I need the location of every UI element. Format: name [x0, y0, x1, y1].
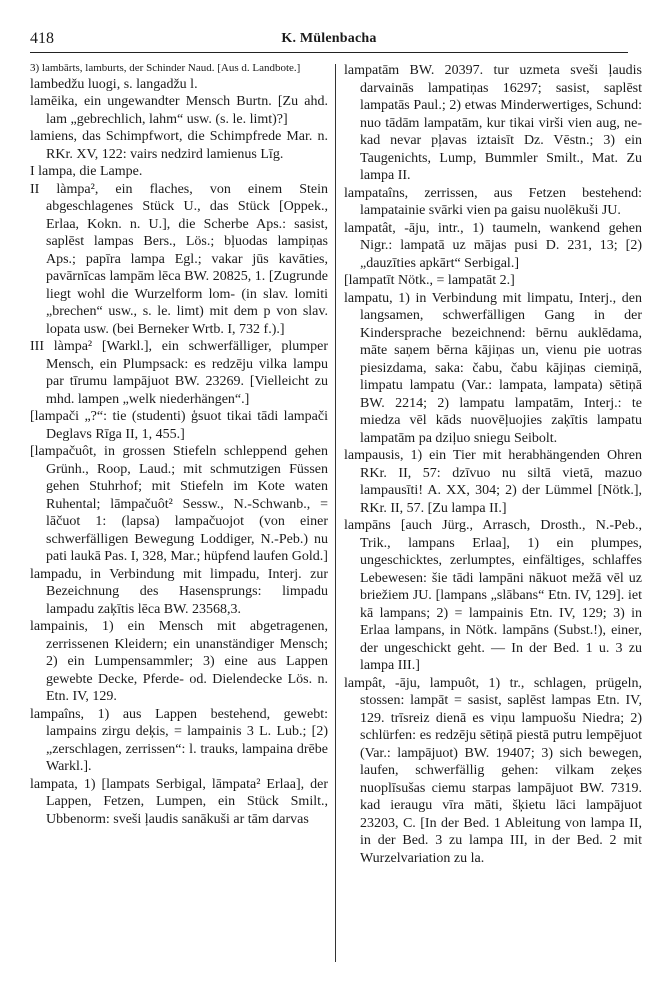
dictionary-entry: [lampači „?“: tie (studenti) ģsuot tikai tādi lampači Deglavs Rīga II, 1, 455.] [30, 409, 328, 442]
dictionary-entry: lamēika, ein ungewandter Mensch Burtn. [Zu ahd. lam „gebrechlich, lahm“ usw. (s. le. limt)?] [30, 94, 328, 127]
dictionary-entry: I lampa, die Lampe. [30, 164, 143, 180]
dictionary-entry: lampata, 1) [lampats Serbigal, lāmpata² Erlaa], der Lappen, Fetzen, Lumpen, ein Stück Smilt., Ubbenorm: sveši ļaudis sanākuši ar tām darvas [30, 776, 328, 827]
dictionary-entry: lampataîns, zerrissen, aus Fetzen bestehend: lampatainie svārki vien pa gaisu nuolēkuši JU. [344, 185, 642, 218]
dictionary-entry: 3) lambārts, lamburts, der Schinder Naud. [Aus d. Landbote.] [30, 62, 301, 74]
dictionary-entry: lampadu, in Verbindung mit limpadu, Interj. zur Bezeichnung des Hasensprungs: limpadu lampadu zaķītis lēca BW. 23568,3. [30, 566, 328, 617]
dictionary-entry: lampatu, 1) in Verbindung mit limpatu, Interj., den langsamen, schwerfälligen Gang in der Kindersprache bezeichnend: bērnu auklēdama, māte saņem bērna kājiņas un, vienu pie uotras piesizdama, saka: čabu, čabu kājiņas ciemiņā, limpatu lampatu (Var.: lampata, lampata) sētiņā BW. 2214; 2) lampatu lampatām, Interj.: te miedza vēl kāds nuovēļuojies zaķītis lampatu lampatām pa dziļuo sniegu Seibolt. [344, 290, 642, 446]
dictionary-entry: lambedžu luogi, s. langadžu l. [30, 76, 198, 92]
dictionary-entry: II làmpa², ein flaches, von einem Stein abgeschlagenes Stück U., das Stück [Oppek., Erlaa, Kokn. n. U.], die Scherbe Aps.: sasist, saplēst lampas Bers., Lös.; bļuodas lampiņas Aps.; papīra lampa Egl.; vakar jūs kavāties, pavārnīcas lampām lēca BW. 20825, 1. [Zugrunde liegt wohl die Wurzelform lom- (in slav. lomiti „brechen“ usw., s. le. limt) mit dem p von slav. lopata usw. (bei Berneker Wrtb. I, 732 f.).] [30, 181, 328, 337]
dictionary-column-left [30, 62, 328, 962]
dictionary-entry: lampainis, 1) ein Mensch mit abgetragenen, zerrissenen Kleidern; ein unanständiger Mensch; 2) ein Lumpensammler; 3) eine aus Lappen gewebte Decke, Pferde- od. Dielendecke Lös. n. Etn. IV, 129. [30, 619, 328, 705]
page-number: 418 [30, 30, 54, 47]
dictionary-entry: lampausis, 1) ein Tier mit herabhängenden Ohren RKr. II, 57: dzīvuo nu siltā vietā, mazuo lampausīti! A. XX, 304; 2) der Lümmel [Nötk.], RKr. II, 57. [Zu lampa II.] [344, 448, 642, 516]
dictionary-column-right [344, 62, 642, 962]
dictionary-entry: lampatât, -āju, intr., 1) taumeln, wankend gehen Nigr.: lampatā uz mājas pusi D. 231, 13; [2) „dauzīties apkārt“ Serbigal.] [344, 220, 642, 271]
running-title: K. Mülenbacha [281, 31, 377, 46]
dictionary-entry: III làmpa² [Warkl.], ein schwerfälliger, plumper Mensch, ein Plumpsack: es redzēju vilka lampu par tīrumu lampājuot BW. 23269. [Vielleicht zu mhd. lampen „welk niederhängen“.] [30, 339, 328, 407]
dictionary-entry: lampatām BW. 20397. tur uzmeta sveši ļaudis darvainās lampatiņas 16297; sasist, saplēst lampatās Paul.; 2) etwas Minderwertiges, Schund: nuo tādām lampatām, kur tikai virši vien aug, ne-kad nevar pļavas iztaisīt Dz. Vēstn.; 3) ein Taugenichts, Lump, Bummler Smilt., Mat. Zu lampa II. [344, 63, 642, 183]
dictionary-entry: lamiens, das Schimpfwort, die Schimpfrede Mar. n. RKr. XV, 122: vairs nedzird lamienus Līg. [30, 129, 328, 162]
dictionary-entry: lampaîns, 1) aus Lappen bestehend, gewebt: lampains zirgu deķis, = lampainis 3 L. Lub.; [2) „zerschlagen, zerrissen“: l. trauks, lampaina drēbe Warkl.]. [30, 706, 328, 775]
dictionary-entry: [lampatīt Nötk., = lampatāt 2.] [344, 273, 515, 288]
page-header [30, 30, 628, 53]
dictionary-entry: [lampačuôt, in grossen Stiefeln schleppend gehen Grünh., Roop, Laud.; mit schmutzigen Füssen gehen Stuhrhof; mit Stiefeln im Kote waten Ruhental; lāmpačuôt² Sessw., N.-Schwanb., = lāčuot 1: (lapsa) lampačuojot (von einer schwerfälligen Bewegung Loddiger, N.-Peb.) nu pati laukā Pas. I, 328, Mar.; hüpfend laufen Gold.] [30, 444, 328, 565]
column-divider [335, 64, 336, 962]
dictionary-entry: lampât, -āju, lampuôt, 1) tr., schlagen, prügeln, stossen: lampāt = sasist, saplēst lampas Etn. IV, 129. trīsreiz dienā es viņu lampuošu Niedra; 2) schlürfen: es redzēju sētiņā piestā putru lempējuot (Var.: lampājuot) BW. 19407; 3) sich bewegen, laufen, schwerfällig gehen: vilkam zeķes nuoplīsušas ciemu starpas lampājuot BW. 7319. kad ieraugu vīra māti, šķietu lāci lampājuot 23203, C. [In der Bed. 1 Ableitung von lampa II, in der Bed. 3 zu lampa III, in der Bed. 2 mit Wurzelvariation zu la. [344, 675, 642, 866]
dictionary-entry: lampāns [auch Jürg., Arrasch, Drosth., N.-Peb., Trik., lampans Erlaa], 1) ein plumpes, ungeschicktes, zerlumptes, einfältiges, schlaffes Lebewesen: šie tādi lampāni nākuot mežā vēl uz briežiem JU. [lampans „slābans“ Etn. IV, 129]. iet kā lampans; 2) = lampainis Etn. IV, 129; 3) in Erlaa lampans, in Nötk. lampāns (Subst.!), einer, der ungeschickt geht. — In der Bed. 1 u. 3 zu lampa III.] [344, 518, 642, 673]
